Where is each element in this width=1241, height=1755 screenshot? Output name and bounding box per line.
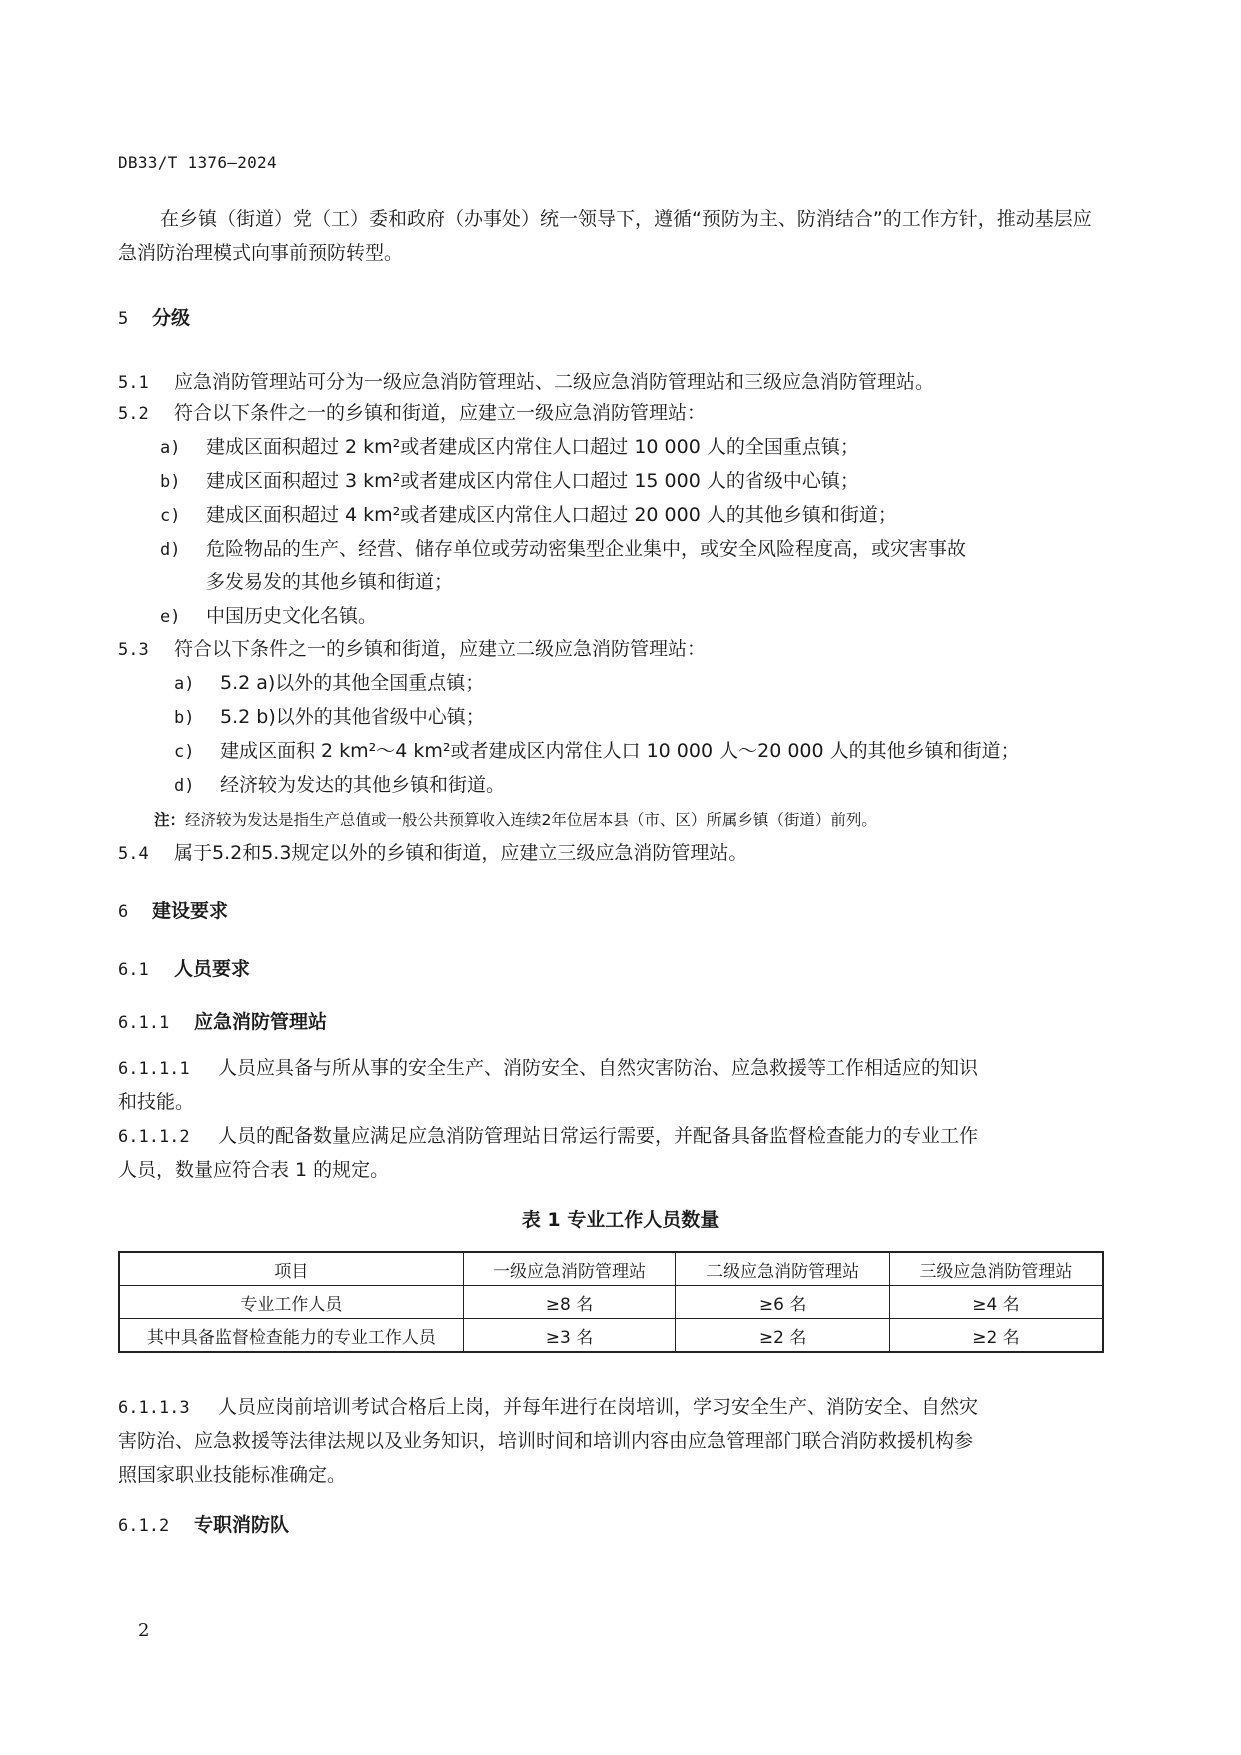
clause-text: 人员的配备数量应满足应急消防管理站日常运行需要，并配备具备监督检查能力的专业工作 [218, 1125, 979, 1147]
table-row [119, 1286, 1103, 1319]
clause-text: 符合以下条件之一的乡镇和街道，应建立二级应急消防管理站： [174, 638, 707, 660]
section-number: 6.1.1 [118, 1013, 170, 1033]
clause-5-1 [118, 367, 934, 394]
table-header-cell: 项目 [119, 1252, 463, 1286]
item-label: d) [174, 776, 195, 796]
section-number: 6.1.2 [118, 1516, 170, 1536]
clause-number: 5.3 [118, 640, 149, 660]
table-header-cell: 一级应急消防管理站 [463, 1252, 676, 1286]
intro-paragraph: 在乡镇（街道）党（工）委和政府（办事处）统一领导下，遵循“预防为主、防消结合”的工作方针，推动基层应急消防治理模式向事前预防转型。 [118, 208, 1092, 264]
table-row [119, 1319, 1103, 1353]
clause-6-1-1-2 [118, 1121, 978, 1148]
section-6-heading [118, 896, 228, 923]
list-item [174, 668, 484, 695]
clause-6-1-1-1 [118, 1053, 978, 1080]
table-cell: ≥8 名 [463, 1286, 676, 1319]
document-code: DB33/T 1376—2024 [118, 153, 277, 172]
item-label: a) [160, 438, 181, 458]
clause-5-4 [118, 838, 747, 865]
item-text: 建成区面积超过 4 km²或者建成区内常住人口超过 20 000 人的其他乡镇和街道； [206, 504, 897, 526]
section-number: 5 [118, 309, 129, 329]
item-text: 经济较为发达的其他乡镇和街道。 [220, 774, 506, 796]
list-item [174, 702, 485, 729]
table-header-cell: 三级应急消防管理站 [889, 1252, 1103, 1286]
section-6-1-heading [118, 954, 250, 981]
item-label: b) [174, 708, 195, 728]
clause-continuation: 害防治、应急救援等法律法规以及业务知识，培训时间和培训内容由应急管理部门联合消防救援机构参 [118, 1430, 974, 1452]
section-number: 6.1 [118, 960, 149, 980]
table-cell: 专业工作人员 [119, 1286, 463, 1319]
item-text: 中国历史文化名镇。 [206, 605, 378, 627]
clause-text: 属于5.2和5.3规定以外的乡镇和街道，应建立三级应急消防管理站。 [174, 842, 748, 864]
item-text: 5.2 b)以外的其他省级中心镇； [220, 706, 485, 728]
clause-number: 5.4 [118, 844, 149, 864]
staff-table [118, 1251, 1104, 1353]
clause-text: 符合以下条件之一的乡镇和街道，应建立一级应急消防管理站： [174, 402, 707, 424]
page-number: 2 [138, 1620, 150, 1641]
table-cell: ≥6 名 [676, 1286, 890, 1319]
clause-continuation: 和技能。 [118, 1091, 195, 1113]
list-item-continuation: 多发易发的其他乡镇和街道； [206, 571, 454, 593]
clause-number: 5.2 [118, 404, 149, 424]
clause-5-2 [118, 398, 706, 425]
section-title: 专职消防队 [194, 1514, 290, 1536]
list-item [160, 534, 966, 561]
section-6-1-2-heading [118, 1510, 289, 1537]
list-item [160, 500, 897, 527]
table-title: 表 1 专业工作人员数量 [521, 1209, 720, 1231]
item-label: a) [174, 674, 195, 694]
section-6-1-1-heading [118, 1007, 327, 1034]
item-label: c) [174, 742, 195, 762]
note [154, 808, 877, 830]
clause-text: 人员应岗前培训考试合格后上岗，并每年进行在岗培训，学习安全生产、消防安全、自然灾 [218, 1396, 979, 1418]
clause-text: 应急消防管理站可分为一级应急消防管理站、二级应急消防管理站和三级应急消防管理站。 [174, 371, 935, 393]
item-text: 危险物品的生产、经营、储存单位或劳动密集型企业集中，或安全风险程度高，或灾害事故 [206, 538, 967, 560]
clause-6-1-1-3 [118, 1392, 978, 1419]
table-cell: ≥2 名 [889, 1319, 1103, 1353]
note-label: 注： [154, 811, 186, 829]
item-text: 建成区面积超过 2 km²或者建成区内常住人口超过 10 000 人的全国重点镇； [206, 436, 859, 458]
item-label: b) [160, 472, 181, 492]
section-5-heading [118, 303, 190, 330]
clause-number: 5.1 [118, 373, 149, 393]
clause-continuation: 人员，数量应符合表 1 的规定。 [118, 1159, 390, 1181]
list-item [160, 466, 859, 493]
clause-number: 6.1.1.3 [118, 1398, 190, 1418]
list-item [160, 601, 377, 628]
list-item [160, 432, 859, 459]
list-item [174, 770, 505, 797]
section-title: 建设要求 [152, 900, 229, 922]
item-text: 5.2 a)以外的其他全国重点镇； [220, 672, 485, 694]
note-text: 经济较为发达是指生产总值或一般公共预算收入连续2年位居本县（市、区）所属乡镇（街道）前列。 [185, 811, 877, 829]
table-cell: ≥4 名 [889, 1286, 1103, 1319]
item-label: d) [160, 540, 181, 560]
section-number: 6 [118, 902, 129, 922]
item-text: 建成区面积 2 km²～4 km²或者建成区内常住人口 10 000 人～20 000 人的其他乡镇和街道； [220, 740, 1020, 762]
list-item [174, 736, 1020, 763]
table-cell: ≥3 名 [463, 1319, 676, 1353]
item-text: 建成区面积超过 3 km²或者建成区内常住人口超过 15 000 人的省级中心镇； [206, 470, 859, 492]
table-header-cell: 二级应急消防管理站 [676, 1252, 890, 1286]
clause-number: 6.1.1.1 [118, 1059, 190, 1079]
clause-text: 人员应具备与所从事的安全生产、消防安全、自然灾害防治、应急救援等工作相适应的知识 [218, 1057, 979, 1079]
table-header-row [119, 1252, 1103, 1286]
table-cell: ≥2 名 [676, 1319, 890, 1353]
section-title: 应急消防管理站 [194, 1011, 328, 1033]
section-title: 分级 [152, 307, 191, 329]
item-label: c) [160, 506, 181, 526]
clause-number: 6.1.1.2 [118, 1127, 190, 1147]
item-label: e) [160, 607, 181, 627]
section-title: 人员要求 [174, 958, 251, 980]
clause-continuation: 照国家职业技能标准确定。 [118, 1464, 347, 1486]
table-cell: 其中具备监督检查能力的专业工作人员 [119, 1319, 463, 1353]
clause-5-3 [118, 634, 706, 661]
